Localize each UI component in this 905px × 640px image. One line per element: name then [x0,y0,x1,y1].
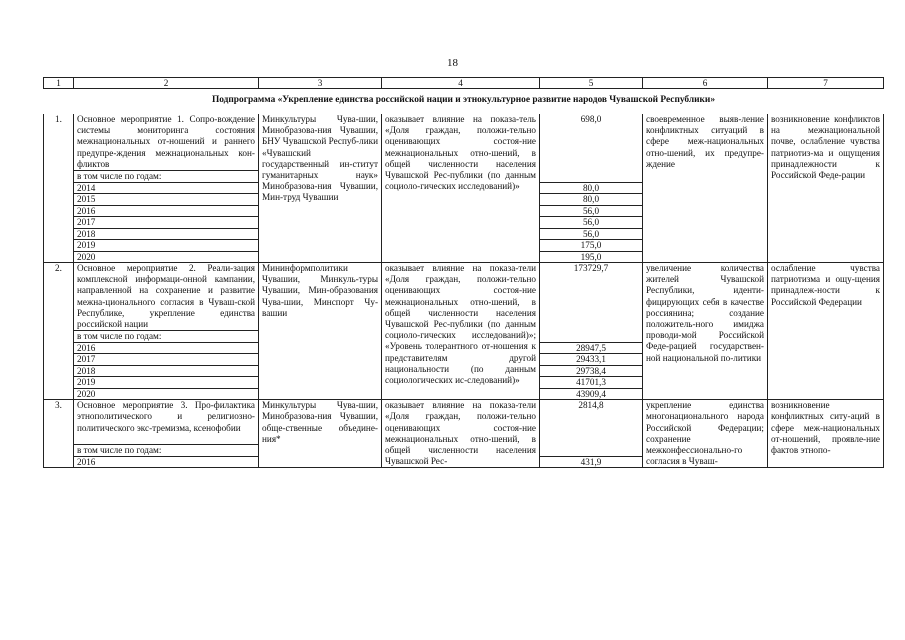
subprogram-title-row [44,89,884,114]
year-label: 2018 [74,228,259,240]
event-result: увеличение количества жителей Чувашской Республики, иденти-фицирующих себя в качестве россиянина; создание положитель-ного имиджа проводи-мой Российской Феде-рацией государствен-ной национальной по-литики [643,263,768,400]
event-risk: возникновение конфликтных ситу-аций в сфере меж-национальных от-ношений, проявле-ние фактов этнопо- [768,400,884,468]
by-years-label: в том числе по годам: [74,445,259,457]
year-value: 80,0 [540,182,643,194]
year-label: 2016 [74,205,259,217]
event-executors: Минкультуры Чува-шии, Минобразова-ния Чувашии, БНУ Чувашской Респуб-лики «Чувашский государственный ин-ститут гуманитарных наук» Минобразова-ния Чувашии, Мин-труд Чувашии [259,114,382,263]
year-value: 56,0 [540,205,643,217]
year-value: 175,0 [540,240,643,252]
column-number: 1 [44,78,74,89]
event-indicator: оказывает влияние на показа-тели «Доля граждан, положи-тельно оценивающих состоя-ние межнациональных отно-шений, в общей численности населения Чувашской Рес- [382,400,540,468]
event-total: 698,0 [540,114,643,183]
year-value: 56,0 [540,217,643,229]
table-row [44,263,884,331]
by-years-label: в том числе по годам: [74,331,259,343]
year-value: 41701,3 [540,377,643,389]
page-number: 18 [447,57,458,69]
year-label: 2018 [74,365,259,377]
event-number: 2. [44,263,74,400]
event-executors: Мининформполитики Чувашии, Минкуль-туры Чувашии, Мин-образования Чува-шии, Минспорт Чу-вашии [259,263,382,400]
year-label: 2020 [74,388,259,400]
event-risk: возникновение конфликтов на межнациональной почве, ослабление чувства патриотиз-ма и ощущения принадлежности к Российской Феде-рации [768,114,884,263]
event-number: 3. [44,400,74,468]
event-total: 2814,8 [540,400,643,457]
event-number: 1. [44,114,74,263]
year-value: 431,9 [540,456,643,468]
by-years-label: в том числе по годам: [74,171,259,183]
year-label: 2017 [74,217,259,229]
year-value: 29738,4 [540,365,643,377]
subprogram-title: Подпрограмма «Укрепление единства российской нации и этнокультурное развитие народов Чувашской Республики» [44,89,884,114]
column-number-row [44,78,884,89]
year-label: 2019 [74,377,259,389]
year-label: 2014 [74,182,259,194]
year-label: 2016 [74,456,259,468]
event-name: Основное мероприятие 1. Сопро-вождение системы мониторинга состояния межнациональных от-ношений и раннего предупре-ждения межнациональных кон-фликтов [74,114,259,171]
event-result: укрепление единства многонационального народа Российской Федерации; сохранение межконфессионально-го согласия в Чуваш- [643,400,768,468]
event-indicator: оказывает влияние на показа-тели «Доля граждан, положи-тельно оценивающих состоя-ние межнациональных отно-шений, в общей численности населения Чувашской Рес-публики (по данным социоло-гических исследований)»; «Уровень толерантного от-ношения к представителям другой национальности (по данным социологических ис-следований)» [382,263,540,400]
year-value: 43909,4 [540,388,643,400]
year-label: 2015 [74,194,259,206]
event-name: Основное мероприятие 3. Про-филактика этнополитического и религиозно-политического экс-тремизма, ксенофобии [74,400,259,445]
year-label: 2019 [74,240,259,252]
event-name: Основное мероприятие 2. Реали-зация комплексной информаци-онной кампании, направленной на сохранение и развитие межна-ционального согласия в Чуваш-ской Республике, укрепление единства российской нации [74,263,259,331]
year-label: 2016 [74,342,259,354]
event-indicator: оказывает влияние на показа-тель «Доля граждан, положи-тельно оценивающих состоя-ние межнациональных отно-шений, в общей численности населения Чувашской Рес-публики (по данным социоло-гических исследований)» [382,114,540,263]
table-row [44,400,884,445]
year-value: 29433,1 [540,354,643,366]
program-table [43,77,884,468]
event-result: своевременное выяв-ление конфликтных ситуаций в сфере меж-национальных отно-шений, их предупре-ждение [643,114,768,263]
column-number: 6 [643,78,768,89]
year-value: 28947,5 [540,342,643,354]
column-number: 3 [259,78,382,89]
year-value: 195,0 [540,251,643,263]
event-total: 173729,7 [540,263,643,343]
year-label: 2020 [74,251,259,263]
year-label: 2017 [74,354,259,366]
column-number: 5 [540,78,643,89]
event-executors: Минкультуры Чува-шии, Минобразова-ния Чувашии, обще-ственные объедине-ния* [259,400,382,468]
column-number: 2 [74,78,259,89]
year-value: 56,0 [540,228,643,240]
column-number: 7 [768,78,884,89]
column-number: 4 [382,78,540,89]
year-value: 80,0 [540,194,643,206]
event-risk: ослабление чувства патриотизма и ощу-щения принадлеж-ности к Российской Федерации [768,263,884,400]
table-row [44,114,884,171]
